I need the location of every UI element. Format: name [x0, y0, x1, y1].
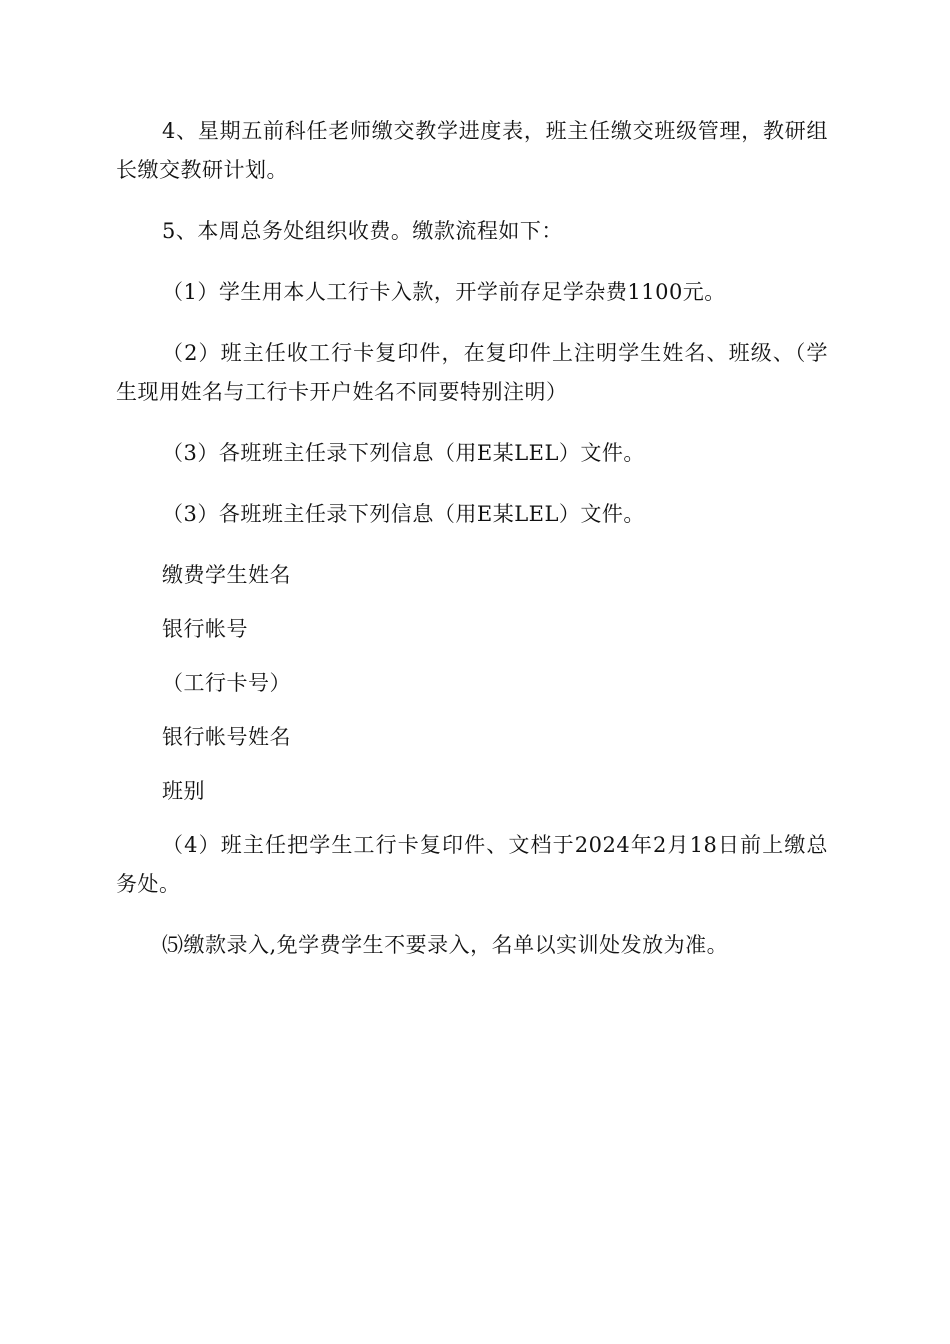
paragraph-item-4: 4、星期五前科任老师缴交教学进度表，班主任缴交班级管理，教研组长缴交教研计划。 — [116, 119, 828, 182]
paragraph-step-3-repeat: （3）各班班主任录下列信息（用E某LEL）文件。 — [162, 502, 645, 526]
field-account-holder-name: 银行帐号姓名 — [162, 725, 291, 749]
paragraph-step-2: （2）班主任收工行卡复印件，在复印件上注明学生姓名、班级、（学生现用姓名与工行卡开户姓名不同要特别注明） — [116, 341, 828, 404]
paragraph-step-5: ⑸缴款录入,免学费学生不要录入，名单以实训处发放为准。 — [162, 933, 729, 957]
paragraph-step-1: （1）学生用本人工行卡入款，开学前存足学杂费1100元。 — [162, 280, 726, 304]
paragraph-step-3: （3）各班班主任录下列信息（用E某LEL）文件。 — [162, 441, 645, 465]
field-class: 班别 — [162, 779, 205, 803]
document-body — [116, 112, 828, 987]
field-icbc-card-number: （工行卡号） — [162, 671, 291, 695]
field-student-name: 缴费学生姓名 — [162, 563, 291, 587]
field-bank-account: 银行帐号 — [162, 617, 248, 641]
paragraph-step-4: （4）班主任把学生工行卡复印件、文档于2024年2月18日前上缴总务处。 — [116, 833, 828, 896]
paragraph-item-5: 5、本周总务处组织收费。缴款流程如下： — [162, 219, 563, 243]
